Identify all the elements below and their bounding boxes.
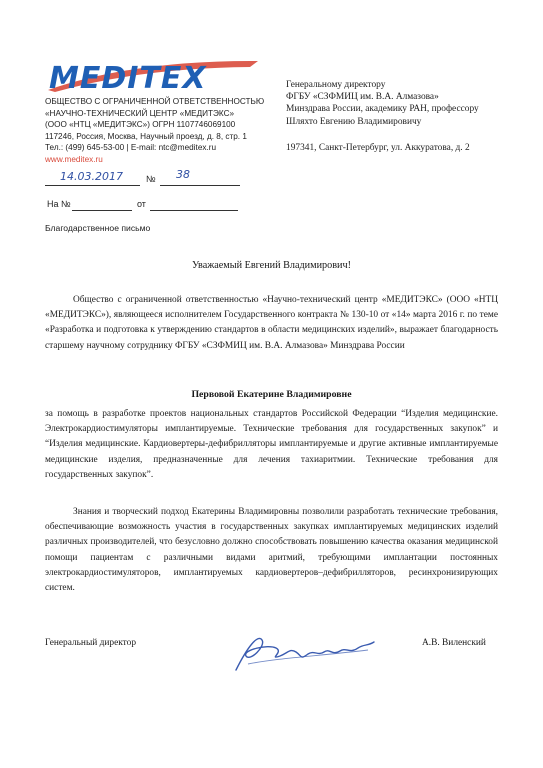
org-website-link[interactable]: www.meditex.ru xyxy=(45,154,103,164)
meditex-logo xyxy=(45,58,260,94)
addressee-line: Шляхто Евгению Владимировичу xyxy=(286,116,422,127)
letter-type: Благодарственное письмо xyxy=(45,223,151,233)
signatory-position: Генеральный директор xyxy=(45,638,137,648)
org-line: 117246, Россия, Москва, Научный проезд, д. 8, стр. 1 xyxy=(45,131,247,141)
paragraph-3: Знания и творческий подход Екатерины Владимировны позволили разработать технические требования, обеспечивающие возможность участия в государственных закупках имплантируемых медицинских изделий различных производителей, что безусловно должно способствовать повышению качества оказания медицинской помощи пациентам с различными видами аритмий, требующими имплантации постоянных электрокардиостимуляторов, имплантируемых кардиовертеров–дефибрилляторов, ресинхронизирующих систем. xyxy=(45,507,498,594)
registration-date: 14.03.2017 xyxy=(60,170,123,183)
from-underline xyxy=(150,210,238,211)
ref-number-underline xyxy=(72,210,132,211)
org-line: (ООО «НТЦ «МЕДИТЭКС») ОГРН 1107746069100 xyxy=(45,120,236,130)
paragraph-1: Общество с ограниченной ответственностью «Научно-технический центр «МЕДИТЭКС» (ООО «НТЦ «МЕДИТЭКС»), являющееся исполнителем Государственного контракта № 130-10 от «14» марта 2016 г. по теме «Разработка и подготовка к утверждению стандартов в области медицинских изделий», выражает благодарность старшему научному сотруднику ФГБУ «СЗФМИЦ им. В.А. Алмазова» Минздрава России xyxy=(45,295,498,351)
salutation: Уважаемый Евгений Владимирович! xyxy=(191,260,352,271)
honoree-name: Первовой Екатерине Владимировне xyxy=(191,389,352,400)
number-underline xyxy=(160,185,240,186)
org-line: «НАУЧНО-ТЕХНИЧЕСКИЙ ЦЕНТР «МЕДИТЭКС» xyxy=(45,108,235,118)
organization-block xyxy=(45,96,264,166)
addressee-block xyxy=(286,79,479,154)
addressee-line: Генеральному директору xyxy=(286,80,386,90)
date-underline xyxy=(45,185,140,186)
org-line: Тел.: (499) 645-53-00 | E-mail: ntc@meditex.ru xyxy=(45,143,217,153)
handwritten-signature xyxy=(228,626,378,676)
addressee-line: Минздрава России, академику РАН, профессору xyxy=(286,104,479,115)
svg-text:MEDITEX: MEDITEX xyxy=(49,61,207,94)
registration-number: 38 xyxy=(176,168,190,181)
signatory-name: А.В. Виленский xyxy=(422,638,486,648)
from-label: от xyxy=(137,199,146,209)
ref-number-label: На № xyxy=(47,199,71,209)
paragraph-2: за помощь в разработке проектов национальных стандартов Российской Федерации “Изделия медицинские. Электрокардиостимуляторы имплантируемые. Технические требования для государственных закупок” и “Изделия медицинские. Кардиовертеры-дефибрилляторы имплантируемые и другие активные имплантируемые медицинские изделия, предназначенные для лечения тахиаритмии. Технические требования для государственных закупок”. xyxy=(45,409,498,480)
org-line: ОБЩЕСТВО С ОГРАНИЧЕННОЙ ОТВЕТСТВЕННОСТЬЮ xyxy=(45,97,265,106)
addressee-address: 197341, Санкт-Петербург, ул. Аккуратова, д. 2 xyxy=(286,142,470,153)
number-label: № xyxy=(146,174,156,184)
addressee-line: ФГБУ «СЗФМИЦ им. В.А. Алмазова» xyxy=(286,92,439,103)
